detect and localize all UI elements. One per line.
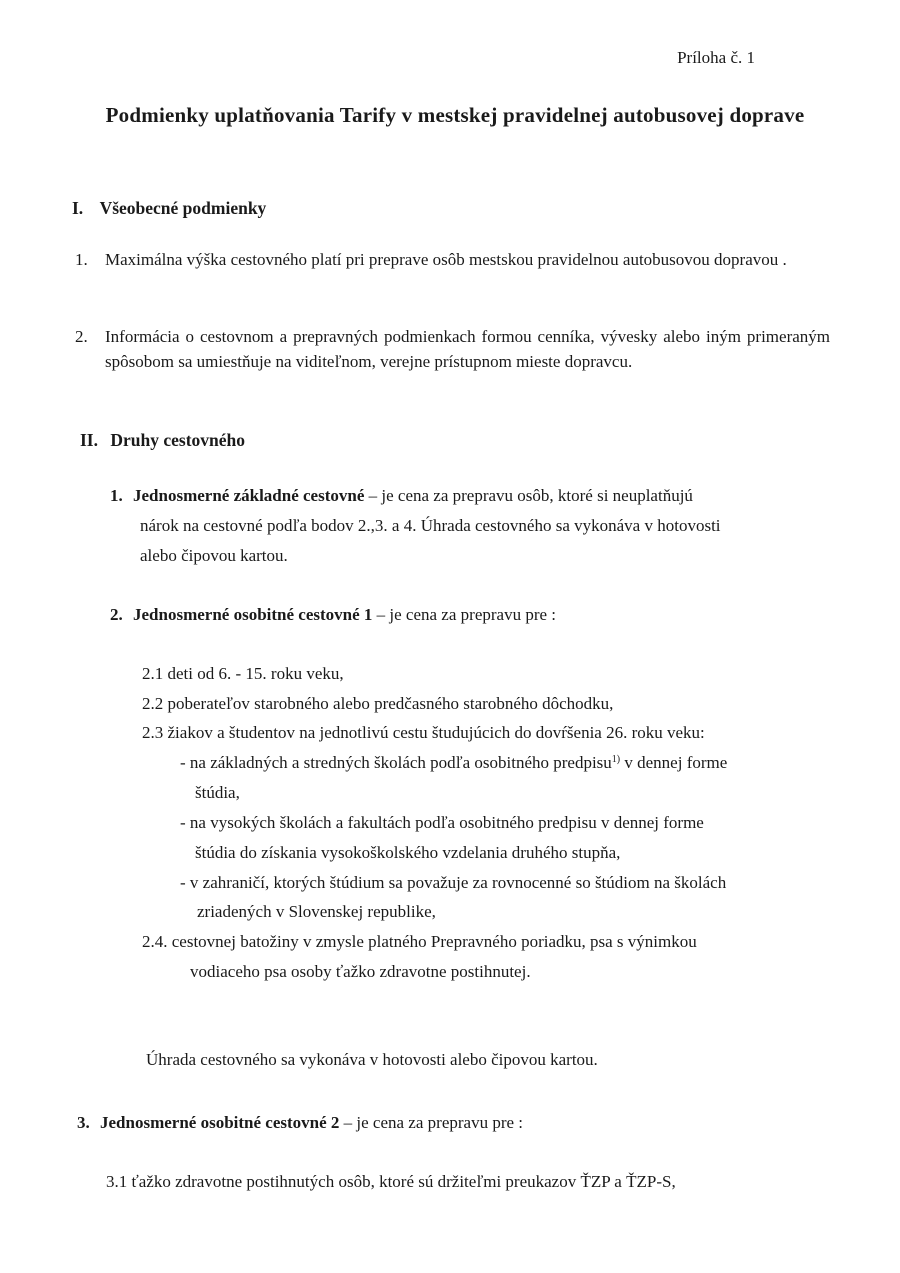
fare-item-2-payment-note: Úhrada cestovného sa vykonáva v hotovosti alebo čipovou kartou. bbox=[146, 1050, 598, 1069]
sub-item-2-4-cont: vodiaceho psa osoby ťažko zdravotne postihnutej. bbox=[190, 962, 531, 981]
section-1-item-1-number: 1. bbox=[75, 250, 88, 269]
fare-item-1-number: 1. bbox=[110, 486, 123, 505]
fare-item-2 bbox=[110, 602, 556, 627]
fare-item-1 bbox=[110, 483, 693, 508]
sub-item-2-3: 2.3 žiakov a študentov na jednotlivú cestu študujúcich do dovŕšenia 26. roku veku: bbox=[142, 723, 705, 742]
fare-item-2-desc: – je cena za prepravu pre : bbox=[372, 605, 556, 624]
section-1-title: Všeobecné podmienky bbox=[99, 198, 267, 218]
document-title: Podmienky uplatňovania Tarify v mestskej pravidelnej autobusovej doprave bbox=[105, 103, 805, 127]
dash-1-text: - na základných a stredných školách podľa osobitného predpisu bbox=[180, 753, 612, 772]
fare-item-2-name: Jednosmerné osobitné cestovné 1 bbox=[133, 605, 373, 624]
fare-item-3-number: 3. bbox=[77, 1113, 90, 1132]
fare-item-3-desc: – je cena za prepravu pre : bbox=[339, 1113, 523, 1132]
section-1-item-2-number: 2. bbox=[75, 327, 88, 346]
sub-item-2-2: 2.2 poberateľov starobného alebo predčasného starobného dôchodku, bbox=[142, 694, 614, 713]
annex-label: Príloha č. 1 bbox=[677, 48, 755, 67]
section-2-heading bbox=[80, 430, 245, 451]
sub-item-2-3-dash-1 bbox=[180, 750, 727, 775]
fare-item-3-name: Jednosmerné osobitné cestovné 2 bbox=[100, 1113, 340, 1132]
fare-item-2-number: 2. bbox=[110, 605, 123, 624]
sub-item-2-4: 2.4. cestovnej batožiny v zmysle platného Prepravného poriadku, psa s výnimkou bbox=[142, 932, 697, 951]
section-1-item-1-text: Maximálna výška cestovného platí pri preprave osôb mestskou pravidelnou autobusovou dopravou . bbox=[105, 250, 787, 269]
footnote-marker: 1) bbox=[611, 754, 621, 765]
sub-item-2-3-dash-2: - na vysokých školách a fakultách podľa osobitného predpisu v dennej forme bbox=[180, 813, 704, 832]
sub-item-3-1: 3.1 ťažko zdravotne postihnutých osôb, ktoré sú držiteľmi preukazov ŤZP a ŤZP-S, bbox=[106, 1172, 676, 1191]
sub-item-2-3-dash-3: - v zahraničí, ktorých štúdium sa považuje za rovnocenné so štúdiom na školách bbox=[180, 873, 727, 892]
dash-1-text-end: v dennej forme bbox=[620, 753, 728, 772]
fare-item-1-line-2: nárok na cestovné podľa bodov 2.,3. a 4. Úhrada cestovného sa vykonáva v hotovosti bbox=[140, 516, 721, 535]
sub-item-2-3-dash-2-cont: štúdia do získania vysokoškolského vzdelania druhého stupňa, bbox=[195, 843, 621, 862]
section-1-item-2-text: Informácia o cestovnom a prepravných podmienkach formou cenníka, vývesky alebo iným primeraným spôsobom sa umiestňuje na viditeľnom, verejne prístupnom mieste dopravcu. bbox=[105, 327, 830, 371]
sub-item-2-3-dash-3-cont: zriadených v Slovenskej republike, bbox=[197, 902, 436, 921]
fare-item-1-desc: – je cena za prepravu osôb, ktoré si neuplatňujú bbox=[364, 486, 693, 505]
section-2-title: Druhy cestovného bbox=[110, 430, 246, 450]
section-1-numeral: I. bbox=[72, 198, 84, 218]
section-2-numeral: II. bbox=[80, 430, 98, 450]
sub-item-2-3-dash-1-cont: štúdia, bbox=[195, 783, 240, 802]
section-1-heading bbox=[72, 198, 266, 219]
fare-item-3 bbox=[77, 1110, 523, 1135]
sub-item-2-1: 2.1 deti od 6. - 15. roku veku, bbox=[142, 664, 344, 683]
fare-item-1-line-3: alebo čipovou kartou. bbox=[140, 546, 288, 565]
fare-item-1-name: Jednosmerné základné cestovné bbox=[133, 486, 365, 505]
